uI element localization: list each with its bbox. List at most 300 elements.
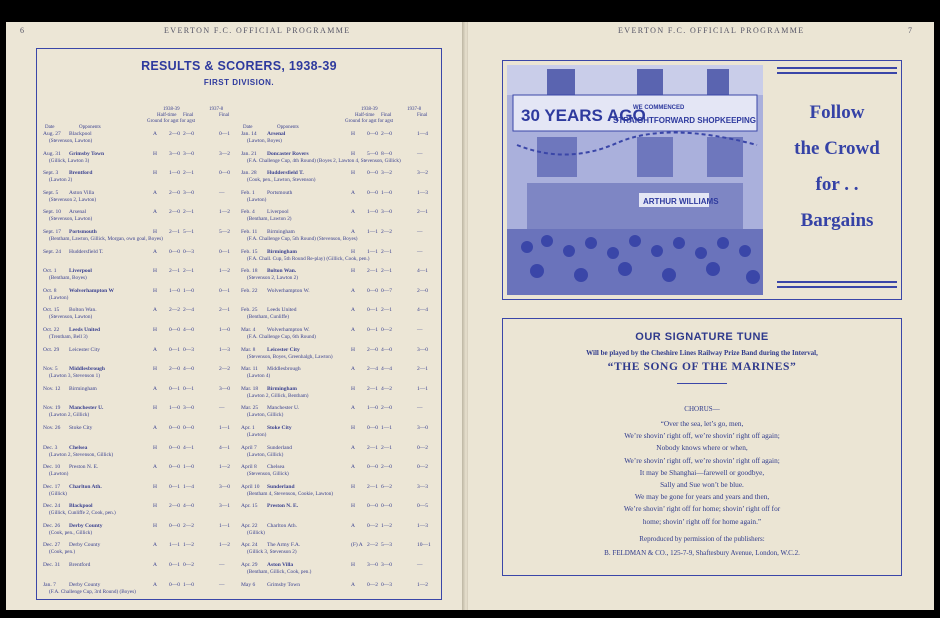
result-row	[43, 131, 239, 151]
result-opponent: Huddersfield T.	[267, 170, 304, 177]
result-date: Jan. 28	[241, 170, 257, 177]
result-halftime: 0—1	[367, 307, 378, 314]
result-final-prev: 1—2	[219, 464, 230, 471]
result-venue: A	[153, 131, 157, 137]
lyric-line: Sally and Sue won’t be blue.	[660, 480, 744, 489]
result-final-prev: 1—3	[417, 522, 428, 529]
result-venue: A	[351, 326, 355, 333]
publisher-line: B. FELDMAN & CO., 125-7-9, Shaftesbury Avenue, London, W.C.2.	[604, 549, 800, 557]
result-date: Mar. 18	[241, 385, 259, 392]
chorus-label: CHORUS—	[684, 405, 720, 413]
result-final: 0—2	[381, 326, 392, 333]
result-row	[241, 190, 437, 210]
result-scorers: (Lawton 4)	[247, 373, 271, 380]
result-row	[43, 425, 239, 445]
result-halftime: 0—1	[169, 562, 180, 569]
result-date: Feb. 18	[241, 268, 258, 275]
result-venue: A	[153, 209, 157, 216]
result-date: Sept. 24	[43, 248, 62, 255]
lyric-line: home; shovin’ right off for home again.”	[642, 516, 762, 526]
result-scorers: (Trentham, Bell 3)	[49, 333, 88, 340]
result-final-prev: —	[219, 562, 225, 569]
result-final: 2—1	[183, 268, 194, 275]
result-halftime: 5—0	[367, 150, 378, 157]
result-date: Oct. 8	[43, 287, 57, 294]
result-opponent: Preston N. E.	[267, 503, 299, 510]
result-final: 0—0	[183, 424, 194, 431]
result-row	[43, 209, 239, 229]
result-venue: A	[153, 248, 157, 255]
result-final-prev: 3—2	[219, 150, 230, 157]
result-opponent: Portsmouth	[69, 228, 97, 235]
result-venue: A	[351, 581, 355, 588]
result-scorers: (Bentham, Cunliffe)	[247, 314, 289, 321]
result-halftime: 2—1	[367, 444, 378, 451]
result-date: Jan. 21	[241, 150, 257, 157]
result-opponent: Charlton Ath.	[69, 483, 102, 490]
result-venue: A	[153, 542, 157, 549]
result-venue: A	[351, 189, 355, 196]
result-venue: H	[153, 483, 157, 490]
result-final-prev: —	[417, 228, 423, 235]
result-scorers: (Stevenson, Lawton)	[49, 216, 93, 223]
result-opponent: Blackpool	[69, 131, 92, 137]
result-scorers: (F.A. Challenge Cup, 5th Round) (Stevenson, Boyes)	[247, 235, 358, 242]
result-final-prev: 2—2	[219, 366, 230, 373]
result-row	[43, 405, 239, 425]
result-final: 4—4	[381, 366, 392, 373]
result-date: Nov. 12	[43, 385, 61, 392]
result-final: 3—0	[183, 150, 194, 157]
result-row	[43, 327, 239, 347]
result-scorers: (Stevenson, Lawton)	[49, 138, 93, 144]
lyric-line: We’re shovin’ right off for home; shovin’ right off for	[623, 504, 781, 514]
result-date: Oct. 15	[43, 307, 60, 314]
result-final-prev: 0—2	[417, 444, 428, 451]
result-final-prev: 1—2	[219, 542, 230, 549]
result-halftime: 2—0	[367, 346, 378, 353]
result-opponent: Stoke City	[69, 424, 93, 431]
result-final-prev: 1—2	[417, 581, 428, 588]
result-final-prev: 4—1	[417, 268, 428, 275]
result-venue: H	[351, 170, 355, 177]
results-column-right	[241, 105, 437, 601]
header-ground: Ground for agst for agst	[147, 119, 196, 124]
result-opponent: Wolverhampton W.	[267, 326, 310, 333]
result-final-prev: —	[417, 405, 423, 412]
result-venue: A	[153, 464, 157, 471]
follow-the-crowd-panel	[773, 61, 901, 299]
result-row	[43, 307, 239, 327]
result-halftime: 2—0	[169, 503, 180, 510]
result-date: May 6	[241, 581, 256, 588]
result-halftime: 0—0	[367, 424, 378, 431]
result-opponent: Bolton Wan.	[69, 307, 97, 314]
result-final: 1—0	[183, 287, 194, 294]
result-halftime: 0—2	[367, 581, 378, 588]
lyric-line: We’re shovin’ right off, we’re shovin’ right off again;	[624, 455, 780, 465]
result-final-prev: 1—2	[219, 209, 230, 216]
result-opponent: Leeds United	[69, 326, 101, 333]
header-opponents: Opponents	[277, 125, 299, 130]
result-opponent: The Army F.A.	[267, 542, 301, 549]
result-opponent: Derby County	[69, 542, 101, 549]
result-final-prev: 1—2	[219, 268, 230, 275]
result-date: Nov. 5	[43, 366, 58, 373]
result-row	[241, 562, 437, 582]
header-season-a: 1938-39	[163, 107, 180, 112]
result-opponent: Chelsea	[69, 444, 88, 451]
header-date: Date	[45, 125, 55, 130]
signature-title: OUR SIGNATURE TUNE	[635, 331, 769, 343]
result-scorers: (Stevenson, Lawton)	[49, 314, 93, 321]
result-row	[43, 582, 239, 602]
result-opponent: Leicester City	[267, 346, 300, 353]
result-venue: A	[351, 307, 355, 314]
result-row	[241, 288, 437, 308]
result-venue: H	[351, 268, 355, 275]
result-final-prev: 3—0	[219, 385, 230, 392]
result-final: 1—1	[381, 424, 392, 431]
result-scorers: (Lawton)	[49, 471, 69, 478]
result-halftime: 0—0	[169, 424, 180, 431]
result-venue: H	[351, 150, 355, 157]
result-final-prev: 3—3	[417, 483, 428, 490]
result-final-prev: 3—2	[417, 170, 428, 177]
result-venue: H	[351, 483, 355, 490]
result-row	[43, 170, 239, 190]
result-date: April 10	[241, 483, 260, 490]
result-opponent: Manchester U.	[267, 405, 300, 412]
result-scorers: (Lawton)	[247, 431, 267, 438]
result-row	[43, 190, 239, 210]
result-opponent: Sunderland	[267, 483, 295, 490]
result-venue: A	[153, 346, 157, 353]
result-halftime: 0—0	[169, 326, 180, 333]
result-halftime: 2—1	[367, 483, 378, 490]
result-opponent: Sunderland	[267, 444, 293, 451]
result-scorers: (F.A. Challenge Cup, 3rd Round) (Boyes)	[49, 588, 136, 595]
result-venue: H	[153, 503, 157, 510]
result-opponent: Birmingham	[267, 248, 297, 255]
right-page	[468, 22, 934, 610]
result-scorers: (Lawton)	[247, 196, 267, 203]
result-scorers: (Bentham, Lawton 2)	[247, 216, 292, 223]
result-final: 2—0	[381, 464, 392, 471]
result-opponent: Brentford	[69, 562, 91, 569]
result-scorers: (F.A. Challenge Cup, 6th Round)	[247, 333, 316, 340]
result-date: Mar. 25	[241, 405, 259, 412]
result-scorers: (Lawton, Gillick)	[247, 412, 284, 419]
result-final: 4—0	[183, 503, 194, 510]
result-final: 6—2	[381, 483, 392, 490]
result-opponent: Middlesbrough	[69, 366, 105, 373]
left-page	[6, 22, 464, 610]
photo-banner-small: WE COMMENCED	[633, 105, 685, 111]
result-date: April 8	[241, 464, 257, 471]
result-final: 2—1	[183, 209, 194, 216]
result-final-prev: 0—5	[417, 503, 428, 510]
result-row	[241, 209, 437, 229]
result-venue: A	[153, 307, 157, 314]
result-scorers: (Lawton)	[49, 294, 69, 301]
result-scorers: (Gillick, Lawton 3)	[49, 157, 90, 164]
result-venue: H	[153, 326, 157, 333]
result-opponent: Portsmouth	[267, 189, 293, 196]
result-halftime: 1—1	[367, 248, 378, 255]
result-opponent: Grimsby Town	[69, 150, 104, 157]
result-halftime: 0—1	[169, 346, 180, 353]
result-row	[43, 249, 239, 269]
result-opponent: Middlesbrough	[267, 366, 301, 373]
result-final: 5—3	[381, 542, 392, 549]
result-date: Dec. 24	[43, 503, 61, 510]
header-season-b: 1937-8	[407, 107, 422, 112]
result-scorers: (Cook, pen., Gillick)	[49, 529, 93, 536]
result-halftime: 0—0	[367, 287, 378, 294]
result-final-prev: 3—0	[417, 346, 428, 353]
result-scorers: (Stevenson 2, Lawton 2)	[247, 275, 299, 282]
result-row	[241, 464, 437, 484]
result-halftime: 2—1	[367, 268, 378, 275]
result-venue: A	[351, 287, 355, 294]
running-head-left: EVERTON F.C. OFFICIAL PROGRAMME	[164, 26, 351, 35]
result-row	[241, 445, 437, 465]
result-row	[43, 347, 239, 367]
advert-frame	[502, 60, 902, 300]
result-venue: H	[153, 150, 157, 157]
result-final: 4—0	[183, 366, 194, 373]
result-scorers: (Gillick 3, Stevenson 2)	[247, 549, 297, 556]
result-venue: A	[351, 522, 355, 529]
result-final-prev: 1—1	[219, 522, 230, 529]
result-scorers: (Lawton 2, Gillick, Bentham)	[247, 392, 309, 399]
result-venue: A	[153, 189, 157, 196]
credit-line: Reproduced by permission of the publishers:	[639, 535, 765, 543]
result-scorers: (Gillick)	[247, 529, 265, 536]
result-venue: H	[351, 503, 355, 510]
result-halftime: 2—0	[169, 209, 180, 216]
result-final: 0—7	[381, 287, 392, 294]
result-final-prev: 2—1	[417, 209, 428, 216]
result-halftime: 1—1	[367, 228, 378, 235]
result-final-prev: —	[417, 562, 423, 569]
result-halftime: 3—0	[367, 562, 378, 569]
result-opponent: Wolverhampton W	[69, 287, 114, 294]
photo-banner: 30 YEARS AGO	[521, 106, 646, 125]
result-row	[241, 268, 437, 288]
result-final: 2—1	[381, 307, 392, 314]
result-final-prev: 3—0	[219, 483, 230, 490]
result-date: Dec. 10	[43, 464, 61, 471]
result-final-prev: 0—2	[417, 464, 428, 471]
result-row	[241, 542, 437, 562]
result-final: 0—1	[183, 385, 194, 392]
result-halftime: 2—2	[367, 542, 378, 549]
result-final-prev: 1—3	[219, 346, 230, 353]
result-final: 5—1	[183, 228, 194, 235]
result-date: Aug. 31	[43, 150, 61, 157]
result-opponent: Birmingham	[267, 385, 297, 392]
lyric-line: “Over the sea, let’s go, men,	[660, 419, 744, 428]
result-opponent: Stoke City	[267, 424, 292, 431]
result-opponent: Aston Villa	[69, 189, 95, 196]
signature-tune-frame	[502, 318, 902, 576]
results-subtitle: FIRST DIVISION.	[203, 78, 275, 87]
result-row	[241, 170, 437, 190]
result-date: Dec. 26	[43, 522, 61, 529]
result-final: 0—3	[183, 346, 194, 353]
result-opponent: Leeds United	[267, 307, 297, 314]
result-final-prev: 2—1	[219, 307, 230, 314]
follow-line-2: the Crowd	[794, 138, 880, 159]
result-date: Feb. 22	[241, 287, 258, 294]
result-venue: A	[153, 581, 157, 588]
result-scorers: (Lawton 2, Stevenson, Gillick)	[49, 451, 114, 458]
result-opponent: Arsenal	[267, 131, 286, 137]
result-scorers: (Gillick)	[49, 490, 67, 497]
result-final-prev: 3—0	[417, 424, 428, 431]
result-scorers: (Lawton 2, Gillick)	[49, 412, 90, 419]
result-halftime: 2—2	[169, 307, 180, 314]
result-halftime: 1—1	[169, 542, 180, 549]
result-row	[241, 131, 437, 151]
result-venue: A	[351, 228, 355, 235]
result-row	[43, 268, 239, 288]
result-halftime: 0—1	[367, 326, 378, 333]
result-row	[241, 503, 437, 523]
result-halftime: 1—0	[169, 405, 180, 412]
result-date: Mar. 4	[241, 326, 256, 333]
result-date: Mar. 8	[241, 346, 256, 353]
result-halftime: 2—0	[169, 189, 180, 196]
result-final-prev: 5—2	[219, 228, 230, 235]
result-opponent: Grimsby Town	[267, 581, 300, 588]
header-final-b: Final	[417, 113, 428, 118]
result-final-prev: 1—0	[219, 326, 230, 333]
result-row	[43, 503, 239, 523]
result-final: 8—0	[381, 150, 392, 157]
result-halftime: 0—0	[169, 248, 180, 255]
result-final: 3—0	[183, 189, 194, 196]
result-venue: A	[351, 405, 355, 412]
result-final: 0—3	[183, 248, 194, 255]
result-final-prev: 0—1	[219, 131, 230, 137]
result-final-prev: —	[417, 326, 423, 333]
result-halftime: 2—1	[169, 228, 180, 235]
result-final: 2—1	[381, 268, 392, 275]
result-final-prev: —	[417, 248, 423, 255]
result-scorers: (Lawton 3, Stevenson 1)	[49, 373, 101, 380]
result-venue: H	[153, 366, 157, 373]
result-opponent: Liverpool	[69, 268, 92, 275]
result-final: 2—1	[183, 170, 194, 177]
result-scorers: (F.A. Chall. Cup, 5th Round Re-play) (Gillick, Cook, pen.)	[247, 255, 370, 262]
result-halftime: 0—1	[169, 483, 180, 490]
result-date: Apr. 15	[241, 503, 258, 510]
result-venue: H	[153, 170, 157, 177]
result-date: Oct. 22	[43, 326, 60, 333]
result-opponent: Derby County	[69, 581, 101, 588]
result-halftime: 1—0	[169, 287, 180, 294]
result-date: Sept. 3	[43, 170, 59, 177]
result-final: 2—2	[183, 522, 194, 529]
result-final: 2—0	[381, 131, 392, 137]
lyric-line: Nobody knows where or when,	[656, 443, 748, 453]
result-row	[43, 229, 239, 249]
result-opponent: Manchester U.	[69, 405, 104, 412]
result-final-prev: 4—4	[417, 307, 428, 314]
result-final: 1—0	[381, 189, 392, 196]
result-final-prev: —	[219, 189, 225, 196]
follow-line-3: for . .	[815, 174, 859, 195]
result-row	[241, 366, 437, 386]
result-final-prev: 0—0	[219, 170, 230, 177]
result-final: 0—2	[183, 562, 194, 569]
result-opponent: Derby County	[69, 522, 103, 529]
result-final-prev: 1—1	[417, 385, 428, 392]
result-row	[241, 249, 437, 269]
result-halftime: 1—0	[169, 170, 180, 177]
result-halftime: 0—0	[367, 464, 378, 471]
result-final: 0—0	[381, 503, 392, 510]
photo-banner-small2: STRAIGHTFORWARD SHOPKEEPING	[613, 116, 756, 125]
result-venue: A	[153, 562, 157, 569]
result-final-prev: 0—1	[219, 287, 230, 294]
result-opponent: Chelsea	[267, 464, 285, 471]
result-halftime: 0—0	[367, 189, 378, 196]
header-halftime: Half-time	[157, 113, 177, 118]
results-column-left	[43, 105, 239, 601]
result-scorers: (Bentham, Gillick, Cook, pen.)	[247, 569, 312, 576]
lyric-line: We’re shovin’ right off, we’re shovin’ right off again;	[624, 431, 780, 441]
result-final-prev: —	[417, 150, 423, 157]
result-final: 2—0	[381, 405, 392, 412]
header-season-a: 1938-39	[361, 107, 378, 112]
result-row	[241, 307, 437, 327]
result-halftime: 0—0	[367, 170, 378, 177]
song-title: “THE SONG OF THE MARINES”	[607, 361, 797, 373]
result-date: Feb. 15	[241, 248, 258, 255]
result-row	[43, 386, 239, 406]
result-row	[43, 366, 239, 386]
result-scorers: (Bentham, Boyes)	[49, 275, 87, 282]
result-final: 1—0	[183, 464, 194, 471]
result-row	[241, 347, 437, 367]
result-date: Apr. 29	[241, 562, 258, 569]
shop-photo-illustration	[507, 65, 763, 295]
result-final: 2—0	[183, 131, 194, 137]
result-date: Feb. 4	[241, 209, 255, 216]
result-row	[43, 445, 239, 465]
header-ground: Ground for agst for agst	[345, 119, 394, 124]
result-halftime: 0—0	[169, 464, 180, 471]
result-final-prev: 4—1	[219, 444, 230, 451]
header-halftime: Half-time	[355, 113, 375, 118]
result-halftime: 2—0	[169, 131, 180, 137]
result-halftime: 0—2	[367, 522, 378, 529]
result-venue: H	[153, 522, 157, 529]
result-row	[241, 327, 437, 347]
result-opponent: Preston N. E.	[69, 464, 99, 471]
result-date: Apr. 1	[241, 424, 255, 431]
result-scorers: (Cook, pen., Lawton, Stevenson)	[247, 177, 316, 184]
result-row	[43, 484, 239, 504]
result-date: Aug. 27	[43, 131, 61, 137]
result-final: 4—2	[381, 385, 392, 392]
result-final: 4—0	[381, 346, 392, 353]
result-scorers: (Bentham 4, Stevenson, Cookie, Lawton)	[247, 490, 334, 497]
